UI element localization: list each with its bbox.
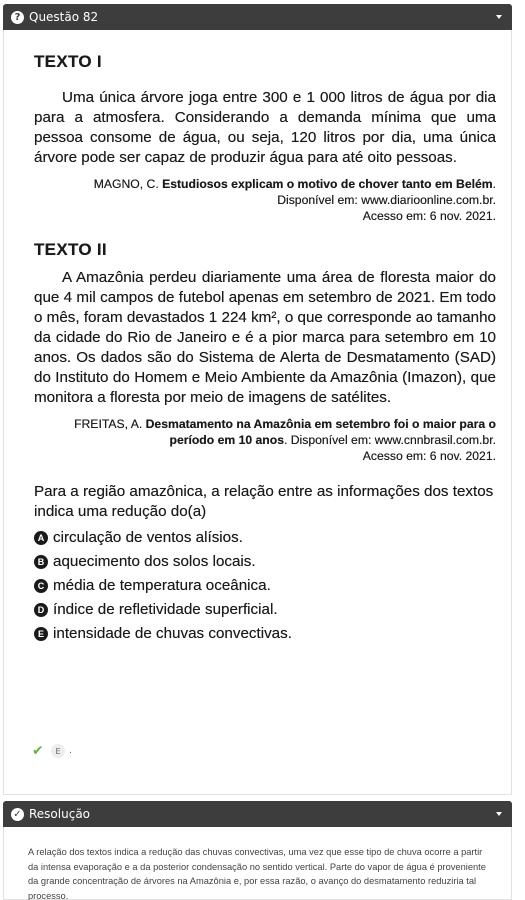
texto2-cite-rest: . Disponível em: www.cnnbrasil.com.br. — [283, 433, 496, 447]
texto1-cite-rest: . Disponível em: www.diarioonline.com.br. — [277, 177, 496, 207]
option-letter: E — [34, 627, 48, 641]
texto1-citation — [34, 176, 496, 224]
option-text: intensidade de chuvas convectivas. — [53, 625, 292, 642]
question-panel-header[interactable] — [3, 4, 512, 30]
question-panel-body — [3, 30, 512, 795]
option-text: aquecimento dos solos locais. — [53, 553, 256, 570]
resolution-panel-body — [3, 827, 512, 900]
question-mark-icon: ? — [11, 11, 24, 24]
texto2-citation — [34, 416, 496, 464]
option-a[interactable] — [34, 526, 496, 550]
texto1-body: Uma única árvore joga entre 300 e 1 000 litros de água por dia para a atmosfera. Considerando a demanda mínima que uma pessoa consome de água, ou seja, 120 litros por dia, uma única árvore pode ser capaz de produzir água para até oito pessoas. — [34, 89, 496, 166]
option-letter: D — [34, 603, 48, 617]
caret-down-icon[interactable] — [496, 812, 502, 816]
option-text: índice de refletividade superficial. — [53, 601, 278, 618]
resolution-title: Resolução — [29, 807, 91, 821]
texto2-cite-access: Acesso em: 6 nov. 2021. — [362, 449, 496, 463]
option-text: média de temperatura oceânica. — [53, 577, 271, 594]
texto2-cite-title: Desmatamento na Amazônia em setembro foi o maior para o período em 10 anos — [145, 417, 496, 447]
option-letter: A — [34, 531, 48, 545]
caret-down-icon[interactable] — [496, 15, 502, 19]
option-letter: C — [34, 579, 48, 593]
question-stem: Para a região amazônica, a relação entre as informações dos textos indica uma redução do(a) — [34, 483, 494, 520]
texto1-cite-title: Estudiosos explicam o motivo de chover tanto em Belém — [162, 177, 493, 191]
options-list — [34, 526, 496, 646]
option-b[interactable] — [34, 550, 496, 574]
question-image — [34, 48, 496, 646]
option-e[interactable] — [34, 622, 496, 646]
answer-suffix: . — [69, 746, 72, 756]
resolution-text: A relação dos textos indica a redução das chuvas convectivas, uma vez que esse tipo de chuva ocorre a partir da intensa evaporação e a da posterior condensação no sentido vertical. Parte do vapor de água é proveniente da grande concentração de árvores na Amazônia e, por essa razão, o avanço do desmatamento reduziria tal processo. — [28, 847, 486, 900]
texto1-cite-author: MAGNO, C. — [93, 177, 163, 191]
texto1-title: TEXTO I — [34, 52, 102, 71]
texto2-title: TEXTO II — [34, 240, 107, 259]
option-d[interactable] — [34, 598, 496, 622]
check-icon: ✔ — [32, 743, 44, 759]
resolution-panel-header[interactable] — [3, 801, 512, 827]
option-letter: B — [34, 555, 48, 569]
question-title: Questão 82 — [29, 10, 99, 24]
answer-indicator — [32, 744, 72, 758]
answer-badge: E — [51, 744, 65, 758]
option-text: circulação de ventos alísios. — [53, 529, 243, 546]
option-c[interactable] — [34, 574, 496, 598]
texto2-body: A Amazônia perdeu diariamente uma área de floresta maior do que 4 mil campos de futebol apenas em setembro de 2021. Em todo o mês, foram devastados 1 224 km², o que corresponde ao tamanho da cidade do Rio de Janeiro e é a pior marca para setembro em 10 anos. Os dados são do Sistema de Alerta de Desmatamento (SAD) do Instituto do Homem e Meio Ambiente da Amazônia (Imazon), que monitora a floresta por meio de imagens de satélites. — [34, 269, 496, 406]
check-circle-icon: ✓ — [11, 808, 24, 821]
texto1-cite-access: Acesso em: 6 nov. 2021. — [362, 209, 496, 223]
texto2-cite-author: FREITAS, A. — [74, 417, 146, 431]
